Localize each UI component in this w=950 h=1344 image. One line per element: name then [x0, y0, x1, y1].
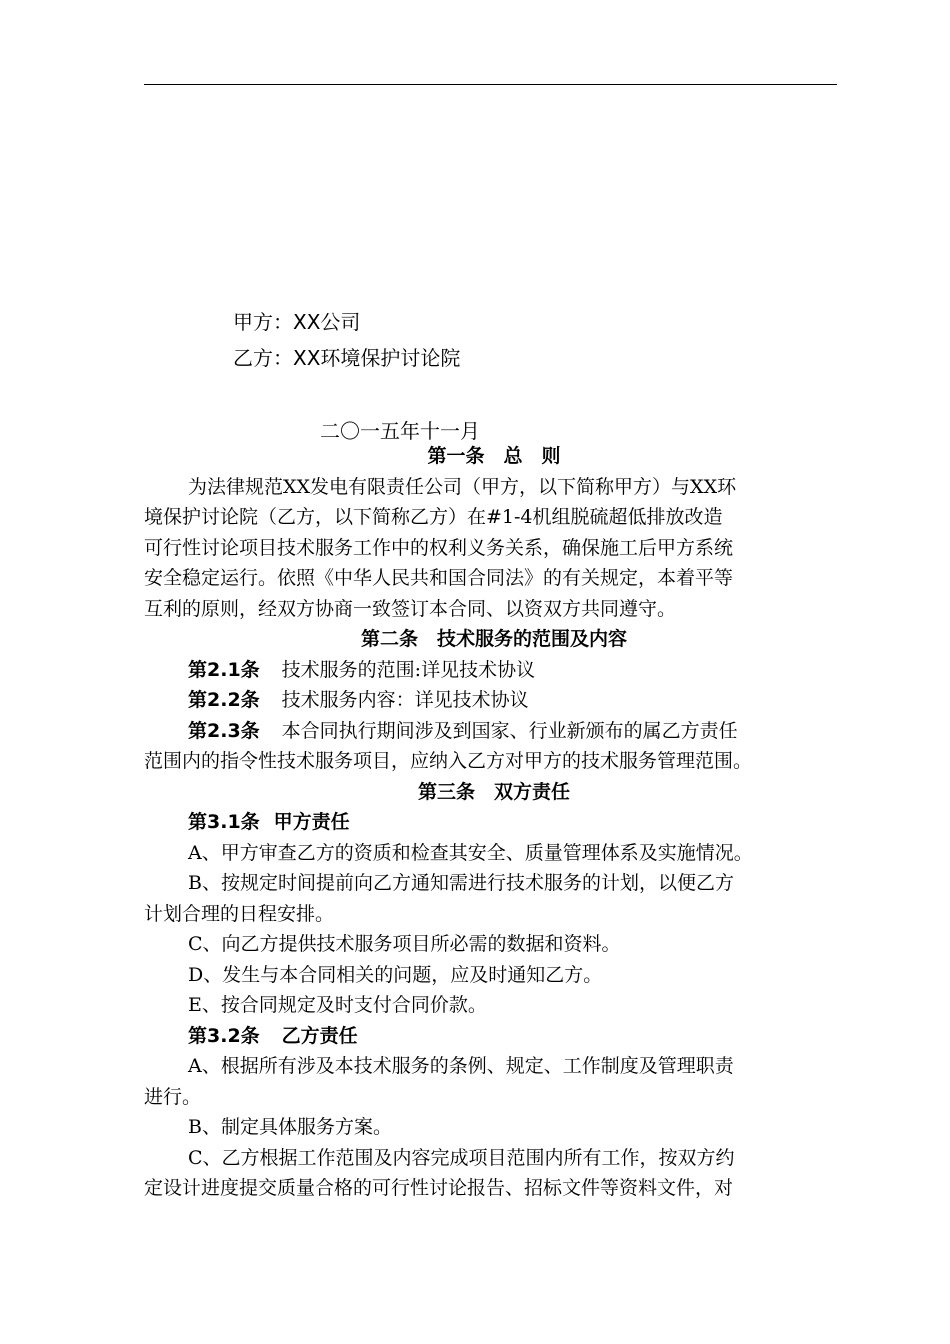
clause-3-2	[144, 1021, 844, 1052]
party-b: 乙方：XX环境保护讨论院	[233, 346, 461, 370]
clause-label: 第2.2条	[188, 689, 260, 711]
clause-label: 第3.1条	[188, 811, 260, 833]
article1-line: 境保护讨论院（乙方，以下简称乙方）在#1-4机组脱硫超低排放改造	[144, 506, 723, 528]
duty-item: A、根据所有涉及本技术服务的条例、规定、工作制度及管理职责	[188, 1055, 734, 1077]
clause-label: 第2.1条	[188, 658, 260, 681]
duty-item: B、按规定时间提前向乙方通知需进行技术服务的计划，以便乙方	[188, 872, 734, 894]
clause-text: 技术服务内容：详见技术协议	[281, 689, 529, 711]
clause-label: 第2.3条	[188, 719, 260, 742]
duty-item: B、制定具体服务方案。	[188, 1116, 392, 1138]
article1-line: 互利的原则，经双方协商一致签订本合同、以资双方共同遵守。	[144, 597, 677, 620]
clause-2-1	[144, 655, 844, 686]
duty-item-continued: 定设计进度提交质量合格的可行性讨论报告、招标文件等资料文件，对	[144, 1177, 734, 1199]
clause-2-3-continued: 范围内的指令性技术服务项目，应纳入乙方对甲方的技术服务管理范围。	[144, 750, 753, 772]
article1-line: 可行性讨论项目技术服务工作中的权利义务关系，确保施工后甲方系统	[144, 536, 734, 559]
duty-item-continued: 计划合理的日程安排。	[144, 902, 335, 925]
header-rule	[144, 84, 837, 85]
clause-title: 甲方责任	[273, 811, 350, 833]
article2-heading: 第二条 技术服务的范围及内容	[360, 628, 627, 650]
duty-item: C、向乙方提供技术服务项目所必需的数据和资料。	[188, 933, 621, 955]
clause-title: 乙方责任	[281, 1024, 358, 1047]
article1-line: 为法律规范XX发电有限责任公司（甲方，以下简称甲方）与XX环	[188, 475, 737, 498]
clause-text: 本合同执行期间涉及到国家、行业新颁布的属乙方责任	[281, 719, 738, 742]
contract-body	[144, 441, 844, 1204]
duty-item: E、按合同规定及时支付合同价款。	[188, 994, 487, 1016]
duty-item: A、甲方审查乙方的资质和检查其安全、质量管理体系及实施情况。	[188, 841, 753, 864]
clause-text: 技术服务的范围:详见技术协议	[281, 658, 536, 681]
article1-line: 安全稳定运行。依照《中华人民共和国合同法》的有关规定，本着平等	[144, 567, 734, 589]
clause-2-3	[144, 716, 844, 747]
clause-3-1	[144, 807, 844, 838]
clause-label: 第3.2条	[188, 1024, 260, 1047]
duty-item-continued: 进行。	[144, 1085, 202, 1108]
clause-2-2	[144, 685, 844, 716]
article1-heading: 第一条 总 则	[427, 445, 561, 467]
duty-item: C、乙方根据工作范围及内容完成项目范围内所有工作，按双方约	[188, 1146, 735, 1169]
contract-date: 二〇一五年十一月	[320, 419, 480, 443]
party-a: 甲方：XX公司	[233, 310, 361, 334]
duty-item: D、发生与本合同相关的问题，应及时通知乙方。	[188, 963, 603, 986]
article3-heading: 第三条 双方责任	[417, 780, 570, 803]
